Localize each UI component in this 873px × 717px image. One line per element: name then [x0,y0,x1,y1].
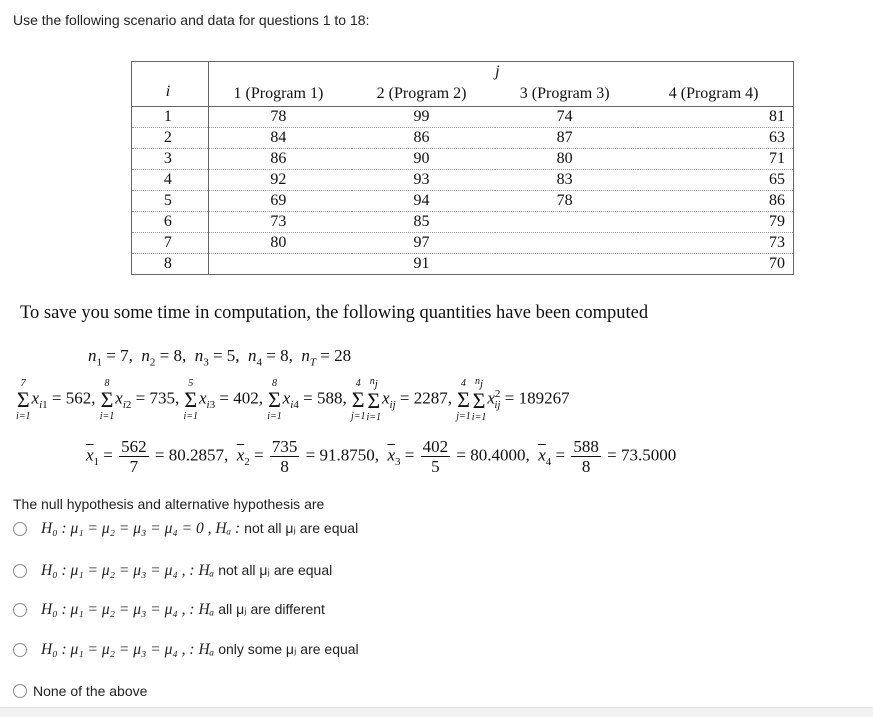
column-variable: j [495,62,638,83]
sigma-icon: $n_j$ Σ i=1 [366,376,381,423]
radio-button[interactable] [13,684,27,698]
answer-option-3[interactable]: H₀ : μ₁ = μ₂ = μ₃ = μ₄ , : Hₐ all μⱼ are different [13,601,325,619]
sigma-icon: $n_j$ Σ i=1 [471,376,487,423]
radio-button[interactable] [13,603,27,617]
table-row: 1 78 99 74 81 [132,107,794,128]
sigma-icon: 7 Σ i=1 [16,377,31,422]
answer-option-2[interactable]: H₀ : μ₁ = μ₂ = μ₃ = μ₄ , : Hₐ not all μⱼ are equal [13,562,332,580]
table-row: 5 69 94 78 86 [132,191,794,212]
table-row: 2 84 86 87 63 [132,128,794,149]
radio-button[interactable] [13,643,27,657]
column-header: 2 (Program 2) [352,82,495,107]
column-header: 1 (Program 1) [208,82,352,107]
radio-button[interactable] [13,522,27,536]
radio-button[interactable] [13,564,27,578]
question-text: The null hypothesis and alternative hypothesis are [13,496,325,512]
sigma-icon: 4 Σ j=1 [456,377,471,422]
sample-sizes: $n_1 = 7$, $n_2 = 8$, $n_3 = 5$, $n_4 = 8$, $n_T = 28$ [88,346,352,369]
sigma-icon: 5 Σ i=1 [183,377,198,422]
answer-option-4[interactable]: H₀ : μ₁ = μ₂ = μ₃ = μ₄ , : Hₐ only some μⱼ are equal [13,641,359,659]
table-row: 6 73 85 79 [132,212,794,233]
answer-option-5[interactable]: None of the above [13,683,147,699]
computed-intro: To save you some time in computation, the following quantities have been computed [20,303,649,323]
row-variable: i [132,82,209,107]
column-header: 3 (Program 3) [495,82,638,107]
table-row: 8 91 70 [132,254,794,275]
data-table [131,61,794,275]
sample-means: $\overline{x}_1$ = $\frac{562}{7}$ = 80.2857, $\overline{x}_2$ = $\frac{735}{8}$ = 91.8750, $\overline{x}_3$ = $\frac{402}{5}$ = 80.4000, $\overline{x}_4$ = $\frac{588}{8}$ = 73.5000 [86,437,677,476]
table-row: 4 92 93 83 65 [132,170,794,191]
sigma-icon: 4 Σ j=1 [350,377,366,422]
scenario-intro: Use the following scenario and data for questions 1 to 18: [13,12,370,28]
column-header: 4 (Program 4) [638,82,793,107]
sigma-icon: 8 Σ i=1 [99,377,115,422]
table-row: 3 86 90 80 71 [132,149,794,170]
sigma-icon: 8 Σ i=1 [267,377,282,422]
table-row: 7 80 97 73 [132,233,794,254]
answer-option-1[interactable]: H₀ : μ₁ = μ₂ = μ₃ = μ₄ = 0 , Hₐ : not all μⱼ are equal [13,520,358,538]
sum-quantities: 7 Σ i=1 $x_{i1} = 562$, 8 Σ i=1 $x_{i2} = 735$, 5 Σ i=1 $x_{i3} = 402$, 8 Σ i=1 $x_{i4} = 588$, 4 Σ j=1 $n_j$ Σ i=1 $x_{ij} = 2287$, 4 Σ j=1 $n_j$ Σ i=1 $x^2_{ij} = 189267$ [16,376,570,423]
